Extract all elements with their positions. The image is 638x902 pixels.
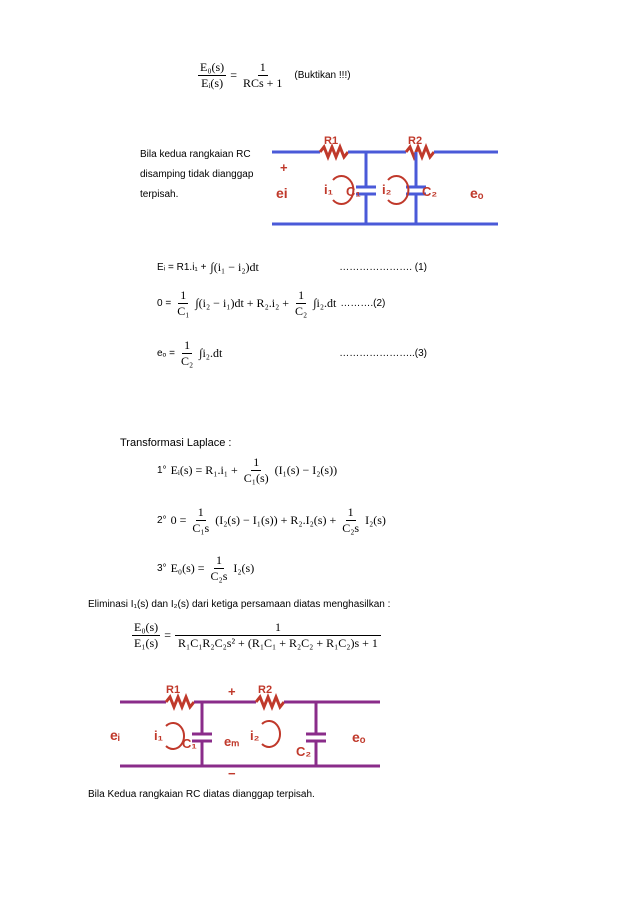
circuit-1-label-ei: ei bbox=[276, 185, 288, 201]
circuit-1-label-r1: R1 bbox=[324, 135, 339, 147]
intro-paragraph: Bila kedua rangkaian RC disamping tidak dianggap terpisah. bbox=[140, 149, 254, 200]
time-eq-1: Eᵢ = R1.i₁ + ∫(i₁ − i₂)dt …………………. (1) bbox=[157, 260, 427, 274]
footer-text: Bila Kedua rangkaian RC diatas dianggap terpisah. bbox=[88, 789, 315, 800]
elimination-eq: $\frac{\text{E₀(s)}}{\text{E₁(s)}}$ = $\frac{1}{\text{R₁C₁R₂C₂s² + (R₁C₁ + R₂C₂ + R₁C₂)s + 1}}$ bbox=[132, 620, 381, 651]
circuit-2-label-c2: C₂ bbox=[296, 744, 312, 759]
eq-top-lhs: $\frac{\text{E₀(s)}}{\text{Eᵢ(s)}}$ bbox=[200, 60, 225, 90]
prove-note: (Buktikan !!!) bbox=[294, 70, 351, 81]
eq-top: $\frac{\text{E₀(s)}}{\text{Eᵢ(s)}}$ = $\frac{1}{\text{RCs + 1}}$ (Buktikan !!!) bbox=[200, 60, 351, 90]
eq-top-rhs: $\frac{1}{\text{RCs + 1}}$ bbox=[242, 60, 283, 90]
circuit-1-label-i1: i₁ bbox=[324, 182, 333, 197]
circuit-1-label-r2: R2 bbox=[408, 135, 423, 147]
circuit-1-label-c1: C₁ bbox=[346, 184, 361, 199]
circuit-2-label-em: eₘ bbox=[224, 734, 240, 749]
circuit-2-label-r1: R1 bbox=[166, 684, 181, 696]
time-eq-3: eₒ = $\frac{1}{\text{C₂}}$ ∫i₂.dt …………………..(3) bbox=[157, 338, 427, 368]
time-eq-2: 0 = $\frac{1}{\text{C₁}}$ ∫(i₂ − i₁)dt + R₂.i₂ + $\frac{1}{\text{C₂}}$ ∫i₂.dt ……….(2) bbox=[157, 288, 386, 318]
laplace-eq-3: 3° E₀(s) = $\frac{1}{\text{C₂s}}$ I₂(s) bbox=[157, 553, 255, 583]
laplace-heading: Transformasi Laplace : bbox=[120, 437, 232, 449]
circuit-2-label-eo: eₒ bbox=[352, 729, 366, 745]
circuit-1-label-i2: i₂ bbox=[382, 182, 392, 197]
circuit-2-drawing bbox=[102, 680, 388, 780]
circuit-1-label-plus: + bbox=[280, 160, 288, 175]
circuit-2-label-c1: C₁ bbox=[182, 736, 197, 751]
circuit-1-label-c2: C₂ bbox=[422, 184, 438, 199]
circuit-2-label-minus: − bbox=[228, 766, 236, 780]
elimination-text: Eliminasi I₁(s) dan I₂(s) dari ketiga persamaan diatas menghasilkan : bbox=[88, 599, 391, 610]
laplace-eq-2: 2° 0 = $\frac{1}{\text{C₁s}}$ (I₂(s) − I₁(s)) + R₂.I₂(s) + $\frac{1}{\text{C₂s}}$ I₂(s) bbox=[157, 505, 386, 535]
circuit-2-label-i2: i₂ bbox=[250, 728, 260, 743]
laplace-eq-1: 1° Eᵢ(s) = R₁.i₁ + $\frac{1}{\text{C₁(s)}}$ (I₁(s) − I₂(s)) bbox=[157, 455, 338, 485]
circuit-2-label-r2: R2 bbox=[258, 684, 273, 696]
circuit-1-label-eo: eₒ bbox=[470, 185, 484, 201]
circuit-diagram-1 bbox=[258, 132, 506, 242]
circuit-diagram-2 bbox=[102, 680, 388, 780]
circuit-2-label-ei: eᵢ bbox=[110, 727, 120, 743]
circuit-2-label-plus: + bbox=[228, 684, 236, 699]
circuit-1-drawing bbox=[258, 132, 506, 242]
circuit-2-label-i1: i₁ bbox=[154, 728, 163, 743]
